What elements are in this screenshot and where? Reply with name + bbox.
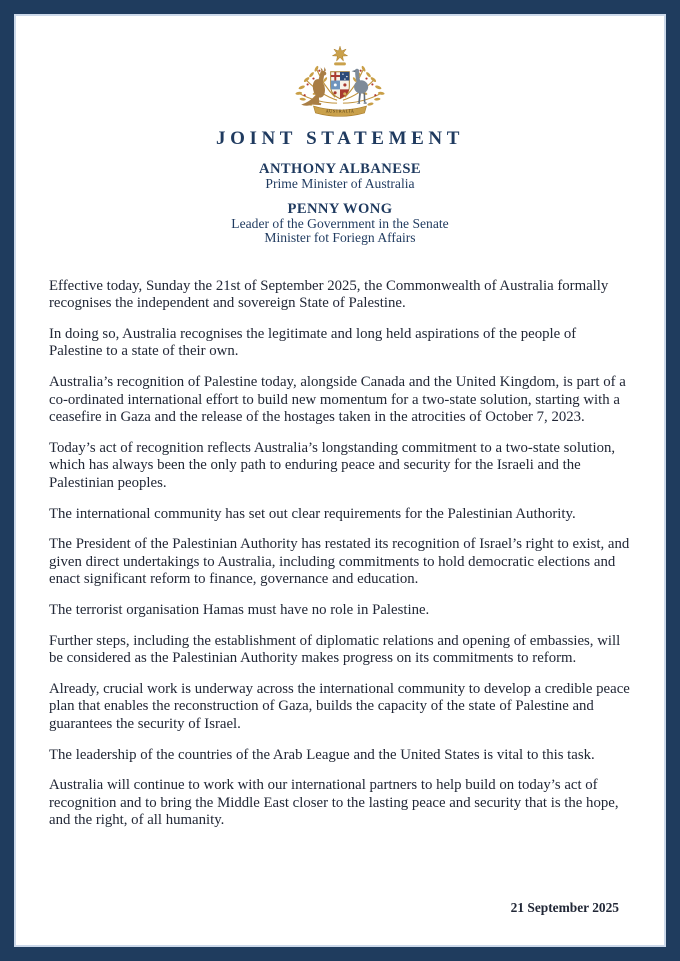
statement-paragraph: Australia’s recognition of Palestine today, alongside Canada and the United Kingdom, is part of a co-ordinated international effort to build new momentum for a two-state solution, starting with a ceasefire in Gaza and the release of the hostages taken in the atrocities of October 7, 2023.	[49, 374, 626, 426]
statement-header	[16, 16, 664, 246]
commonwealth-star-icon	[332, 46, 347, 65]
statement-footer	[16, 899, 664, 945]
statement-paragraph: The international community has set out clear requirements for the Palestinian Authority.	[49, 505, 576, 522]
signatory-name: ANTHONY ALBANESE	[259, 161, 421, 177]
shield-icon	[331, 72, 350, 101]
statement-page	[14, 14, 666, 947]
statement-paragraph: Further steps, including the establishment of diplomatic relations and opening of embassies, will be considered as the Palestinian Authority makes progress on its commitments to reform.	[49, 632, 621, 667]
statement-date: 21 September 2025	[510, 900, 619, 915]
statement-paragraph: The leadership of the countries of the Arab League and the United States is vital to this task.	[49, 746, 595, 763]
statement-body	[16, 246, 664, 899]
signatory-name: PENNY WONG	[287, 200, 393, 217]
statement-paragraph: In doing so, Australia recognises the legitimate and long held aspirations of the people of Palestine to a state of their own.	[49, 325, 577, 360]
signatory-albanese	[16, 161, 664, 192]
statement-paragraph: Australia will continue to work with our international partners to help build on today’s act of recognition and to bring the Middle East closer to the lasting peace and security that is the hope, and the right, of all humanity.	[49, 777, 619, 829]
statement-paragraph: The terrorist organisation Hamas must have no role in Palestine.	[49, 602, 430, 618]
page-title: JOINT STATEMENT	[216, 128, 464, 149]
statement-paragraph: The President of the Palestinian Authority has restated its recognition of Israel’s right to exist, and given direct undertakings to Australia, including commitments to hold democratic elections and enact significant reform to finance, governance and education.	[49, 536, 630, 588]
crest-banner	[313, 106, 366, 116]
signatory-role: Minister fot Foriegn Affairs	[264, 230, 416, 246]
signatory-role: Prime Minister of Australia	[265, 176, 415, 192]
crest-banner-text: AUSTRALIA	[325, 108, 355, 114]
statement-paragraph: Effective today, Sunday the 21st of September 2025, the Commonwealth of Australia formally recognises the independent and sovereign State of Palestine.	[49, 277, 609, 312]
coat-of-arms-svg	[286, 44, 394, 121]
statement-paragraph: Already, crucial work is underway across the international community to develop a credible peace plan that enables the reconstruction of Gaza, builds the capacity of the state of Palestine and guarantees the security of Israel.	[49, 680, 630, 732]
statement-paragraph: Today’s act of recognition reflects Australia’s longstanding commitment to a two-state solution, which has always been the only path to enduring peace and security for the Israeli and the Palestinian peoples.	[49, 439, 616, 492]
signatory-role: Leader of the Government in the Senate	[231, 215, 449, 231]
signatory-wong	[16, 201, 664, 246]
australian-coat-of-arms-icon	[16, 44, 664, 121]
